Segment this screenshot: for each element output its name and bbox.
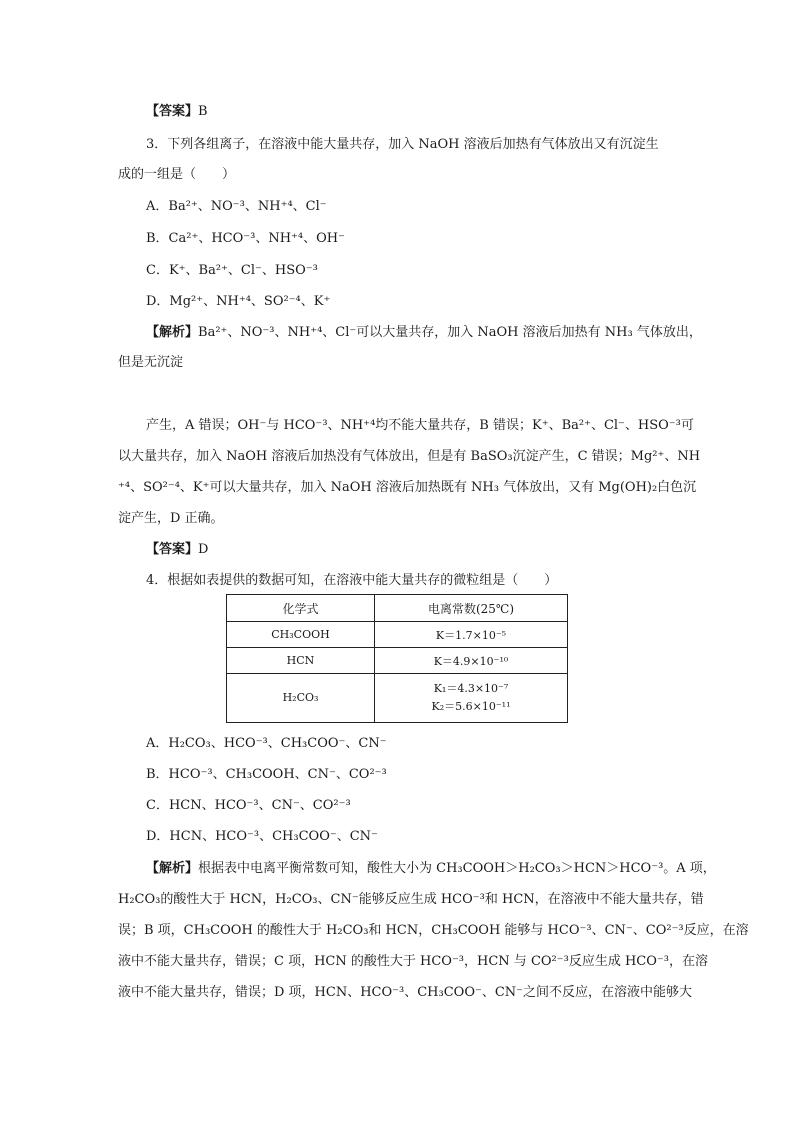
q3-option-c: C．K⁺、Ba²⁺、Cl⁻、HSO⁻³ xyxy=(146,263,318,278)
table-cell: CH₃COOH xyxy=(227,622,375,648)
q3-stem-line2: 成的一组是（ ） xyxy=(118,167,236,182)
table-row xyxy=(227,622,568,648)
q3-option-a: A．Ba²⁺、NO⁻³、NH⁺⁴、Cl⁻ xyxy=(146,199,327,214)
q3-analysis-line6: 淀产生，D 正确。 xyxy=(118,511,224,526)
q3-analysis-line1 xyxy=(146,323,702,343)
q4-option-a: A．H₂CO₃、HCO⁻³、CH₃COO⁻、CN⁻ xyxy=(146,736,387,751)
analysis-text: Ba²⁺、NO⁻³、NH⁺⁴、Cl⁻可以大量共存，加入 NaOH 溶液后加热有 NH₃ 气体放出， xyxy=(198,325,702,340)
answer-value: B xyxy=(198,104,208,119)
analysis-label: 【解析】 xyxy=(146,325,199,340)
table-cell: K＝4.9×10⁻¹⁰ xyxy=(375,648,568,674)
answer-label: 【答案】 xyxy=(146,542,199,557)
q3-option-d: D．Mg²⁺、NH⁺⁴、SO²⁻⁴、K⁺ xyxy=(146,294,331,309)
q3-answer-line xyxy=(146,540,208,560)
q4-analysis-line4: 液中不能大量共存，错误；C 项，HCN 的酸性大于 HCO⁻³，HCN 与 CO²⁻³反应生成 HCO⁻³，在溶 xyxy=(118,954,708,969)
q4-analysis-line5: 液中不能大量共存，错误；D 项，HCN、HCO⁻³、CH₃COO⁻、CN⁻之间不反应，在溶液中能够大 xyxy=(118,985,693,1000)
q4-option-d: D．HCN、HCO⁻³、CH₃COO⁻、CN⁻ xyxy=(146,829,378,844)
table-row xyxy=(227,648,568,674)
q3-option-b: B．Ca²⁺、HCO⁻³、NH⁺⁴、OH⁻ xyxy=(146,231,345,246)
analysis-label: 【解析】 xyxy=(146,861,199,876)
q4-option-b: B．HCO⁻³、CH₃COOH、CN⁻、CO²⁻³ xyxy=(146,767,387,782)
table-header: 化学式 xyxy=(227,595,375,622)
answer-line-q2 xyxy=(146,102,208,122)
q4-analysis-line1 xyxy=(146,859,716,879)
table-header-row xyxy=(227,595,568,622)
q3-analysis-line3: 产生，A 错误；OH⁻与 HCO⁻³、NH⁺⁴均不能大量共存，B 错误；K⁺、Ba²⁺、Cl⁻、HSO⁻³可 xyxy=(146,418,694,433)
q3-analysis-line5: ⁺⁴、SO²⁻⁴、K⁺可以大量共存，加入 NaOH 溶液后加热既有 NH₃ 气体放出，又有 Mg(OH)₂白色沉 xyxy=(118,480,697,495)
table-cell: H₂CO₃ xyxy=(227,674,375,723)
table-row xyxy=(227,674,568,723)
analysis-text: 根据表中电离平衡常数可知，酸性大小为 CH₃COOH＞H₂CO₃＞HCN＞HCO⁻³。A 项， xyxy=(198,861,716,876)
table-header: 电离常数(25℃) xyxy=(375,595,568,622)
k1-value: K₁＝4.3×10⁻⁷ xyxy=(433,682,509,695)
table-cell: HCN xyxy=(227,648,375,674)
table-cell xyxy=(375,674,568,723)
q3-analysis-line4: 以大量共存，加入 NaOH 溶液后加热没有气体放出，但是有 BaSO₃沉淀产生，C 错误；Mg²⁺、NH xyxy=(118,449,701,464)
q4-analysis-line3: 误；B 项，CH₃COOH 的酸性大于 H₂CO₃和 HCN，CH₃COOH 能够与 HCO⁻³、CN⁻、CO²⁻³反应，在溶 xyxy=(118,923,749,938)
k2-value: K₂＝5.6×10⁻¹¹ xyxy=(431,700,511,713)
q4-option-c: C．HCN、HCO⁻³、CN⁻、CO²⁻³ xyxy=(146,798,351,813)
answer-label: 【答案】 xyxy=(146,104,199,119)
table-cell: K＝1.7×10⁻⁵ xyxy=(375,622,568,648)
q4-analysis-line2: H₂CO₃的酸性大于 HCN，H₂CO₃、CN⁻能够反应生成 HCO⁻³和 HCN，在溶液中不能大量共存，错 xyxy=(118,892,704,907)
q4-stem: 4．根据如表提供的数据可知，在溶液中能大量共存的微粒组是（ ） xyxy=(146,573,558,588)
ionization-constant-table xyxy=(226,594,568,723)
q3-stem-line1: 3．下列各组离子，在溶液中能大量共存，加入 NaOH 溶液后加热有气体放出又有沉淀生 xyxy=(146,137,659,152)
answer-value: D xyxy=(198,542,209,557)
q3-analysis-line2: 但是无沉淀 xyxy=(118,355,184,370)
